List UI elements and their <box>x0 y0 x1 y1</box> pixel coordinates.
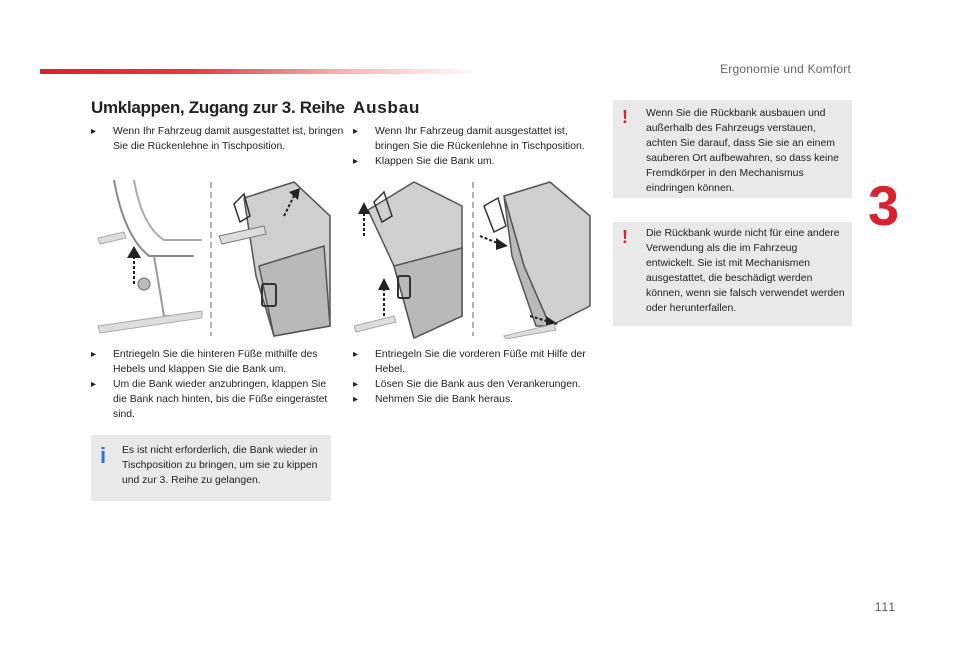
middle-intro-1-text: Wenn Ihr Fahrzeug damit ausgestattet ist, bringen Sie die Rückenlehne in Tischposition. <box>375 126 585 152</box>
left-intro-text: Wenn Ihr Fahrzeug damit ausgestattet ist, bringen Sie die Rückenlehne in Tischposition. <box>113 126 344 152</box>
middle-steps-list <box>353 347 598 407</box>
left-step-1-text: Entriegeln Sie die hinteren Füße mithilfe des Hebels und klappen Sie die Bank um. <box>113 349 318 375</box>
list-item <box>353 377 598 392</box>
arrow-bullet-icon: ▸ <box>91 349 97 360</box>
exclamation-icon: ! <box>622 107 628 127</box>
arrow-bullet-icon: ▸ <box>353 126 359 137</box>
list-item <box>91 347 336 377</box>
list-item <box>353 154 598 169</box>
arrow-bullet-icon: ▸ <box>91 126 97 137</box>
list-item <box>353 347 598 377</box>
exclamation-icon: ! <box>622 227 628 247</box>
info-box <box>91 435 331 501</box>
page-number: 111 <box>874 600 896 614</box>
arrow-bullet-icon: ▸ <box>353 379 359 390</box>
header-accent-bar <box>40 69 480 74</box>
seat-removal-illustration <box>354 176 592 339</box>
arrow-bullet-icon: ▸ <box>353 156 359 167</box>
warning-usage-text: Die Rückbank wurde nicht für eine andere Verwendung als die im Fahrzeug entwickelt. Sie ist mit Mechanismen ausgestattet, die beschädigt werden können, wenn sie falsch verwendet werden oder herunterfallen. <box>646 228 845 314</box>
list-item <box>91 377 336 422</box>
chapter-number: 3 <box>868 174 900 237</box>
section-title: Ergonomie und Komfort <box>720 62 851 76</box>
info-text: Es ist nicht erforderlich, die Bank wieder in Tischposition zu bringen, um sie zu kippen und zur 3. Reihe zu gelangen. <box>122 445 318 486</box>
left-steps-list <box>91 347 336 422</box>
middle-heading: Ausbau <box>353 98 421 117</box>
warning-storage-text: Wenn Sie die Rückbank ausbauen und außerhalb des Fahrzeugs verstauen, achten Sie darauf, dass Sie sie an einem sauberen Ort aufbewahren, so dass keine Fremdkörper in den Mechanismus eindringen können. <box>646 108 839 194</box>
info-icon: i <box>99 443 107 468</box>
left-heading: Umklappen, Zugang zur 3. Reihe <box>91 98 345 117</box>
arrow-bullet-icon: ▸ <box>353 349 359 360</box>
left-intro-item <box>91 124 358 154</box>
left-step-2-text: Um die Bank wieder anzubringen, klappen Sie die Bank nach hinten, bis die Füße eingerastet sind. <box>113 379 328 420</box>
middle-intro-list <box>353 124 598 169</box>
list-item <box>353 124 598 154</box>
list-item <box>353 392 598 407</box>
warning-box-storage <box>613 100 852 198</box>
arrow-bullet-icon: ▸ <box>91 379 97 390</box>
middle-step-3-text: Nehmen Sie die Bank heraus. <box>375 394 514 405</box>
middle-step-2-text: Lösen Sie die Bank aus den Verankerungen. <box>375 379 581 390</box>
middle-intro-2-text: Klappen Sie die Bank um. <box>375 156 495 167</box>
middle-step-1-text: Entriegeln Sie die vorderen Füße mit Hilfe der Hebel. <box>375 349 586 375</box>
warning-box-usage <box>613 222 852 326</box>
seat-fold-illustration <box>94 176 334 339</box>
arrow-bullet-icon: ▸ <box>353 394 359 405</box>
